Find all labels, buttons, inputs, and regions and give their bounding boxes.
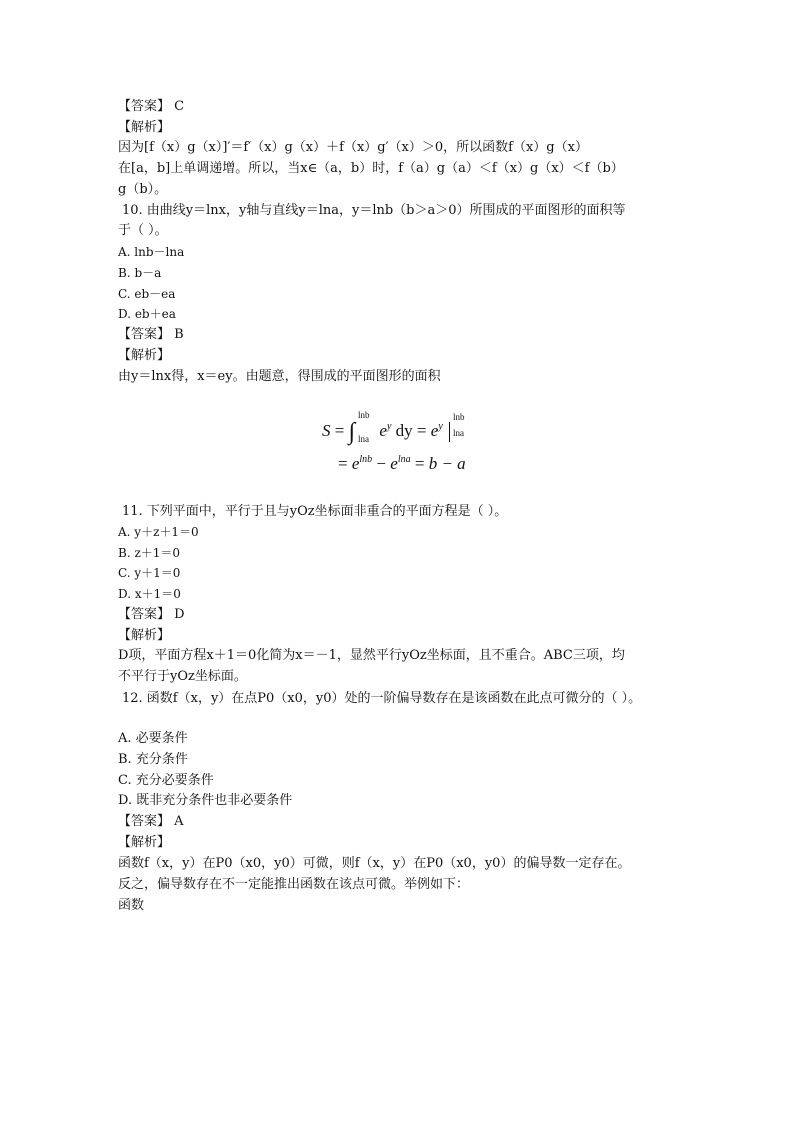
answer-label-q11: 【答案】 D [118,607,185,622]
analysis-label-q12: 【解析】 [118,835,171,850]
option-a-q11: A. y＋z＋1＝0 [118,525,199,539]
option-d-q11: D. x＋1＝0 [118,587,181,601]
analysis-text-q12-line3: 函数 [118,898,145,913]
question-10-line2: 于（ ）。 [118,223,168,238]
question-11: 11. 下列平面中，平行于且与yOz坐标面非重合的平面方程是（ ）。 [122,504,508,519]
answer-label-q9: 【答案】 C [118,99,185,114]
formula-row-1: S = ∫ $e^y$ dy = $e^y$ [322,416,472,443]
option-a-q10: A. lnb－lna [118,245,185,259]
analysis-text-q9-line1: 因为[f（x）g（x）]′＝f′（x）g（x）＋f（x）g′（x）＞0，所以函数f（x）g（x） [118,140,588,155]
question-10-line1: 10. 由曲线y＝lnx，y轴与直线y＝lna，y＝lnb（b＞a＞0）所围成的平面图形的面积等 [122,203,626,218]
analysis-label-q9: 【解析】 [118,120,171,135]
option-c-q10: C. eb－ea [118,287,176,301]
question-12: 12. 函数f（x，y）在点P0（x0，y0）处的一阶偏导数存在是该函数在此点可微分的（ ）。 [122,691,642,706]
option-c-q12: C. 充分必要条件 [118,773,214,788]
analysis-text-q9-line2: 在[a，b]上单调递增。所以，当x∈（a，b）时，f（a）g（a）＜f（x）g（x）＜f（b） [118,161,624,176]
option-a-q12: A. 必要条件 [118,731,188,746]
analysis-text-q9-line3: g（b）。 [118,182,168,197]
analysis-text-q11-line2: 不平行于yOz坐标面。 [118,669,247,684]
analysis-label-q10: 【解析】 [118,348,171,363]
formula-row-2: = $e^{lnb} - e^{lna} = b - a$ [338,454,466,473]
analysis-text-q10: 由y＝lnx得，x＝ey。由题意，得围成的平面图形的面积 [118,369,441,384]
answer-label-q10: 【答案】 B [118,327,184,342]
option-b-q12: B. 充分条件 [118,752,188,767]
analysis-label-q11: 【解析】 [118,628,171,643]
option-d-q10: D. eb＋ea [118,307,176,321]
analysis-text-q12-line2: 反之，偏导数存在不一定能推出函数在该点可微。举例如下： [118,877,470,892]
option-d-q12: D. 既非充分条件也非必要条件 [118,793,293,808]
option-b-q10: B. b－a [118,266,162,280]
option-c-q11: C. y＋1＝0 [118,566,181,580]
option-b-q11: B. z＋1＝0 [118,546,181,560]
analysis-text-q12-line1: 函数f（x，y）在P0（x0，y0）可微，则f（x，y）在P0（x0，y0）的偏导数一定存在。 [118,856,631,871]
answer-label-q12: 【答案】 A [118,814,184,829]
analysis-text-q11-line1: D项，平面方程x＋1＝0化简为x＝－1，显然平行yOz坐标面，且不重合。ABC三项，均 [118,648,625,663]
area-integral-formula: S = ∫ $e^y$ dy = $e^y$ lnb lna lnb lna = $e^{lnb} - e^{lna} = b - a$ [322,410,522,480]
